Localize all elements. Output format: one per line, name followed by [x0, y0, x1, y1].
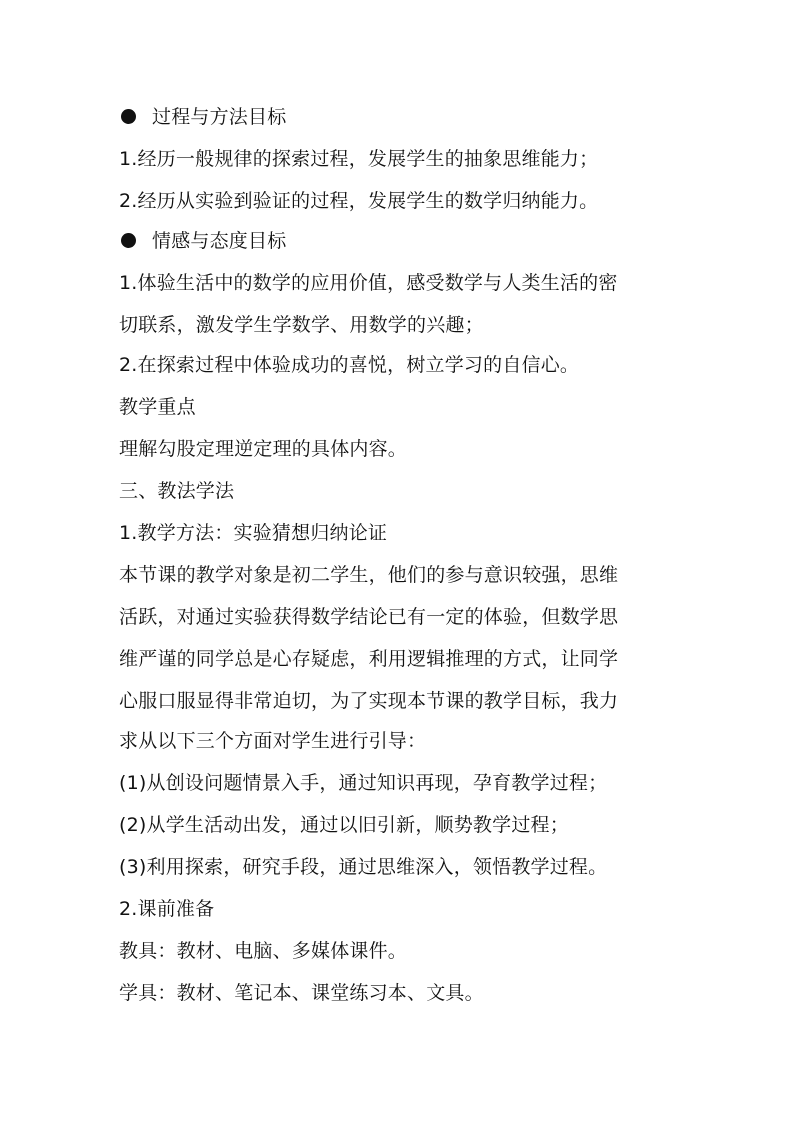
text-line: (2)从学生活动出发，通过以旧引新，顺势教学过程；: [119, 814, 569, 836]
text-line: 教具：教材、电脑、多媒体课件。: [119, 940, 408, 962]
heading-teaching-learning-methods: 三、教法学法: [119, 480, 235, 502]
text-line: 维严谨的同学总是心存疑虑，利用逻辑推理的方式，让同学: [119, 648, 619, 670]
section-heading-emotion-attitude: 情感与态度目标: [121, 229, 286, 253]
text-line: 心服口服显得非常迫切，为了实现本节课的教学目标，我力: [119, 690, 619, 712]
text-line: (3)利用探索，研究手段，通过思维深入，领悟教学过程。: [119, 856, 608, 878]
text-line: 2.在探索过程中体验成功的喜悦，树立学习的自信心。: [119, 354, 580, 376]
text-line: 2.经历从实验到验证的过程，发展学生的数学归纳能力。: [119, 190, 599, 212]
text-line: 学具：教材、笔记本、课堂练习本、文具。: [119, 982, 484, 1004]
bullet-icon: [121, 233, 136, 248]
heading-pre-class-preparation: 2.课前准备: [119, 898, 215, 920]
text-line: 1.教学方法：实验猜想归纳论证: [119, 522, 388, 544]
section-heading-process-methods: 过程与方法目标: [121, 105, 286, 129]
bullet-icon: [121, 109, 136, 124]
text-line: 理解勾股定理逆定理的具体内容。: [119, 438, 408, 460]
text-line: 1.经历一般规律的探索过程，发展学生的抽象思维能力；: [119, 148, 599, 170]
heading-teaching-focus: 教学重点: [119, 396, 196, 418]
text-line: 求从以下三个方面对学生进行引导：: [119, 730, 427, 752]
text-line: 切联系，激发学生学数学、用数学的兴趣；: [119, 314, 484, 336]
text-line: (1)从创设问题情景入手，通过知识再现，孕育教学过程；: [119, 772, 608, 794]
text-line: 本节课的教学对象是初二学生，他们的参与意识较强，思维: [119, 564, 619, 586]
text-line: 活跃，对通过实验获得数学结论已有一定的体验，但数学思: [119, 606, 619, 628]
text-line: 1.体验生活中的数学的应用价值，感受数学与人类生活的密: [119, 272, 618, 294]
